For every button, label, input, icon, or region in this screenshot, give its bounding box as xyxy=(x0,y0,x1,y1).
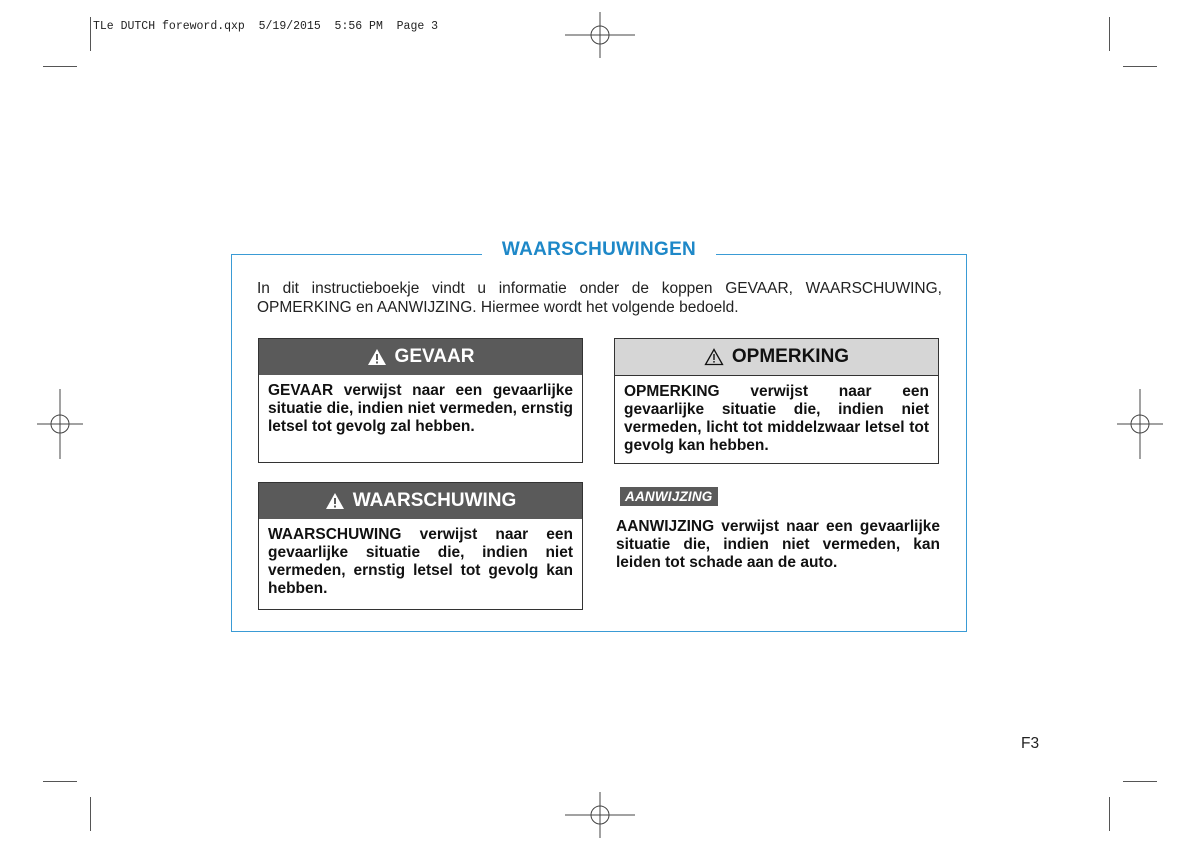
registration-mark-icon xyxy=(25,389,95,459)
waarschuwing-box xyxy=(258,482,583,610)
gevaar-header xyxy=(259,339,582,375)
warning-triangle-filled-icon xyxy=(367,348,387,366)
crop-mark xyxy=(90,797,91,831)
gevaar-text: GEVAAR verwijst naar een gevaarlijke situatie die, indien niet vermeden, ernstig letsel tot gevolg zal hebben. xyxy=(268,382,573,435)
waarschuwing-title: WAARSCHUWING xyxy=(352,490,517,511)
crop-mark xyxy=(90,17,91,51)
section-title: WAARSCHUWINGEN xyxy=(482,239,716,261)
aanwijzing-tag: AANWIJZING xyxy=(620,487,718,506)
opmerking-text: OPMERKING verwijst naar een gevaarlijke situatie die, indien niet vermeden, licht tot middelzwaar letsel tot gevolg kan hebben. xyxy=(624,383,929,454)
warning-triangle-filled-icon xyxy=(325,492,345,510)
aanwijzing-text: AANWIJZING verwijst naar een gevaarlijke situatie die, indien niet vermeden, kan leiden tot schade aan de auto. xyxy=(616,518,940,571)
crop-mark xyxy=(1109,17,1110,51)
intro-text xyxy=(257,279,942,317)
crop-mark xyxy=(1123,781,1157,782)
registration-mark-icon xyxy=(565,780,635,850)
crop-mark xyxy=(1123,66,1157,67)
opmerking-header xyxy=(615,339,938,376)
waarschuwing-text: WAARSCHUWING verwijst naar een gevaarlijke situatie die, indien niet vermeden, ernstig letsel tot gevolg kan hebben. xyxy=(268,526,573,597)
crop-mark xyxy=(1109,797,1110,831)
page-number: F3 xyxy=(1021,735,1040,752)
gevaar-box xyxy=(258,338,583,463)
crop-mark xyxy=(43,66,77,67)
crop-mark xyxy=(43,781,77,782)
section-title-wrap xyxy=(232,239,966,261)
registration-mark-icon xyxy=(1105,389,1175,459)
waarschuwing-header xyxy=(259,483,582,519)
opmerking-title: OPMERKING xyxy=(731,346,850,367)
opmerking-box xyxy=(614,338,939,464)
registration-mark-icon xyxy=(565,0,635,70)
warning-triangle-outline-icon xyxy=(704,348,724,366)
intro-paragraph: In dit instructieboekje vindt u informatie onder de koppen GEVAAR, WAARSCHUWING, OPMERKING en AANWIJZING. Hiermee wordt het volgende bedoeld. xyxy=(257,280,942,316)
gevaar-title: GEVAAR xyxy=(394,346,475,367)
print-header: TLe DUTCH foreword.qxp 5/19/2015 5:56 PM Page 3 xyxy=(93,20,439,33)
